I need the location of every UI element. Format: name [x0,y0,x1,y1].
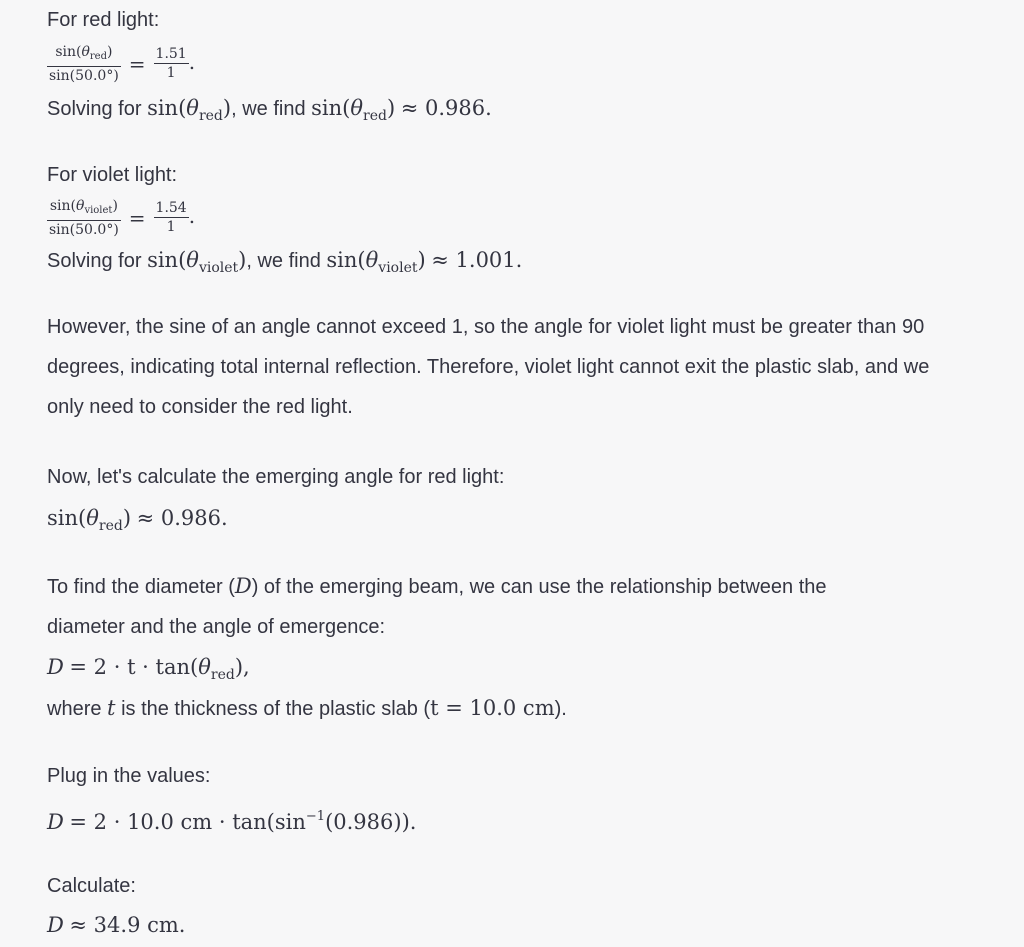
violet-ratio-equation: $\frac{\sin(\theta_{violet})}{\sin(50.0^\circ)}$ = $\frac{1.54}{1}$ . [49,197,196,238]
violet-rhs-fraction: $\frac{1.54}{1}$ [155,200,187,236]
violet-fraction: $\frac{\sin(\theta_{violet})}{\sin(50.0^\circ)}$ [49,197,119,238]
red-ratio-equation: $\frac{\sin(\theta_{red})}{\sin(50.0^\circ)}$ = $\frac{1.51}{1}$ . [49,43,196,84]
violet-solving-line: Solving for $\sin(\theta_{violet})$, we find $\sin(\theta_{violet}) \approx 1.001$. [47,248,523,276]
where-line: where t is the thickness of the plastic slab (t = 10.0 cm). [47,696,567,720]
diameter-text-line1: To find the diameter (D) of the emerging beam, we can use the relationship between the [47,574,827,598]
diameter-text-line2: diameter and the angle of emergence: [47,616,385,638]
red-rhs-fraction: $\frac{1.51}{1}$ [155,46,187,82]
violet-heading: For violet light: [47,164,178,186]
now-text: Now, let's calculate the emerging angle for red light: [47,466,505,488]
plug-formula: D = 2 · 10.0 cm · $\tan(\sin^{-1}(0.986))$. [47,809,417,834]
calc-text: Calculate: [47,875,136,897]
however-paragraph: However, the sine of an angle cannot exceed 1, so the angle for violet light must be greater than 90 degrees, indicating total internal reflection. Therefore, violet light cannot exit the plastic slab, and we only need to consider the red light. [47,316,930,418]
red-heading: For red light: [47,9,160,31]
now-formula: $\sin(\theta_{red}) \approx 0.986$. [47,506,228,534]
red-solving-line: Solving for $\sin(\theta_{red})$, we find $\sin(\theta_{red}) \approx 0.986$. [47,96,492,124]
red-fraction: $\frac{\sin(\theta_{red})}{\sin(50.0^\circ)}$ [49,43,119,84]
calc-formula: D ≈ 34.9 cm. [47,913,186,937]
plug-text: Plug in the values: [47,765,211,787]
diameter-formula: $D = 2 \cdot t \cdot \tan(\theta_{red})$, [47,655,250,683]
